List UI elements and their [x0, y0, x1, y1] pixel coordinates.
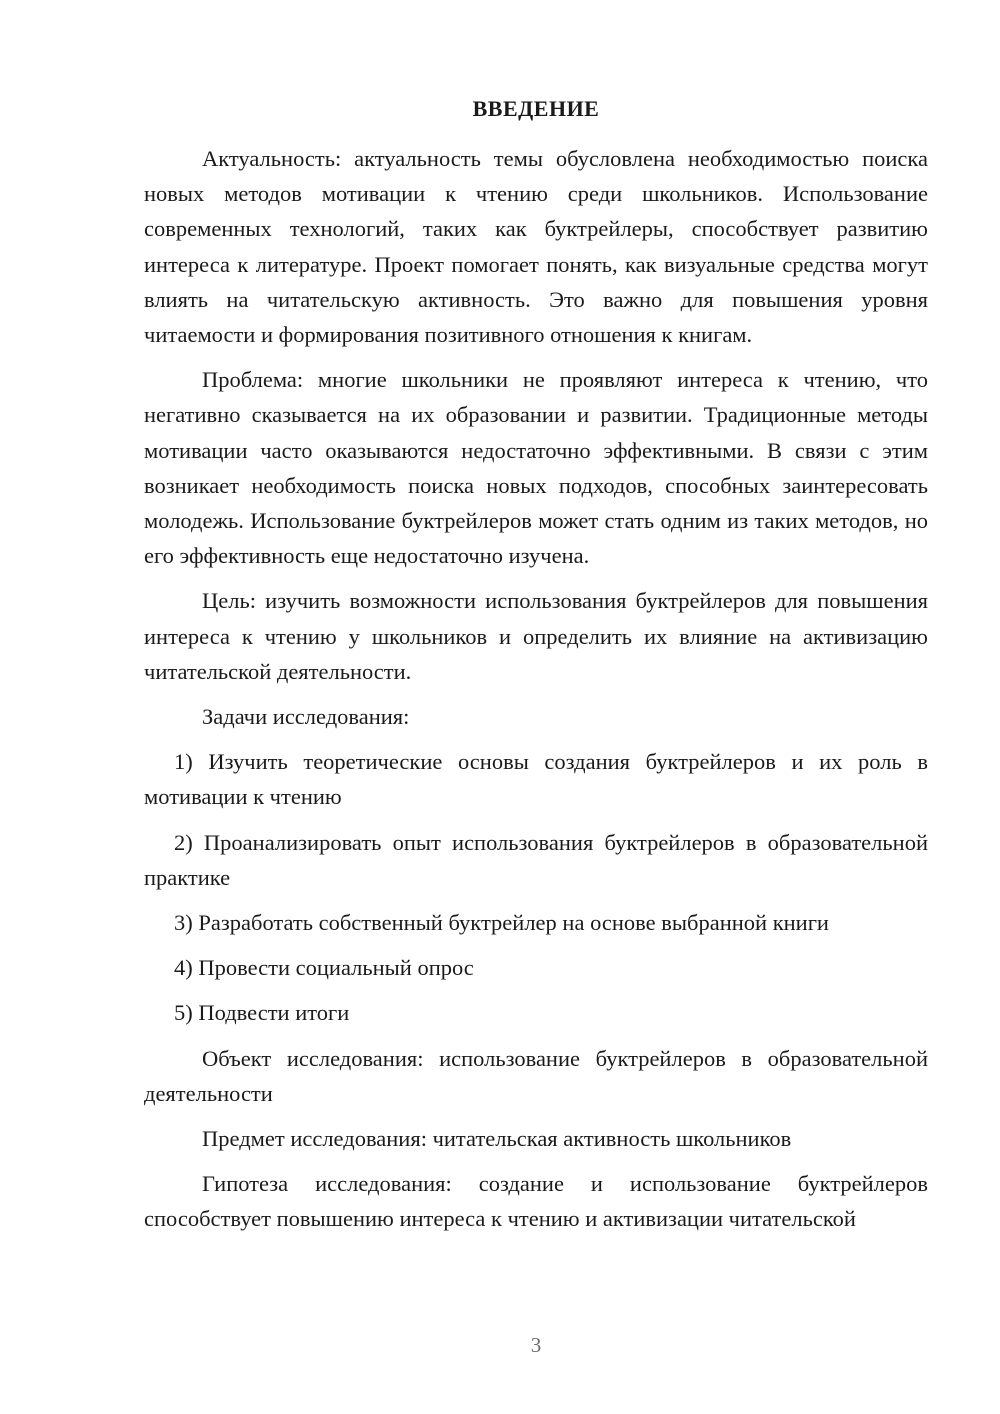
paragraph-problem: Проблема: многие школьники не проявляют интереса к чтению, что негативно сказывается на их образовании и развитии. Традиционные методы мотивации часто оказываются недостаточно эффективными. В связи с этим возникает необходимость поиска новых подходов, способных заинтересовать молодежь. Использование буктрейлеров может стать одним из таких методов, но его эффективность еще недостаточно изучена.: [144, 367, 928, 569]
task-item-5: 5) Подвести итоги: [174, 1000, 350, 1026]
task-item-4: 4) Провести социальный опрос: [174, 955, 474, 981]
page-number: 3: [530, 1333, 542, 1357]
task-item-2: 2) Проанализировать опыт использования буктрейлеров в образовательной практике: [144, 829, 928, 890]
paragraph-object: Объект исследования: использование буктрейлеров в образовательной деятельности: [144, 1045, 928, 1106]
paragraph-goal: Цель: изучить возможности использования буктрейлеров для повышения интереса к чтению у школьников и определить их влияние на активизацию читательской деятельности.: [144, 588, 928, 684]
task-item-3: 3) Разработать собственный буктрейлер на основе выбранной книги: [174, 910, 829, 936]
paragraph-hypothesis: Гипотеза исследования: создание и использование буктрейлеров способствует повышению интереса к чтению и активизации читательской: [144, 1171, 928, 1232]
paragraph-relevance: Актуальность: актуальность темы обусловлена необходимостью поиска новых методов мотивации к чтению среди школьников. Использование современных технологий, таких как буктрейлеры, способствует развитию интереса к литературе. Проект помогает понять, как визуальные средства могут влиять на читательскую активность. Это важно для повышения уровня читаемости и формирования позитивного отношения к книгам.: [144, 146, 928, 348]
document-body: [144, 141, 928, 1237]
section-title: ВВЕДЕНИЕ: [472, 96, 600, 121]
task-item-1: 1) Изучить теоретические основы создания буктрейлеров и их роль в мотивации к чтению: [144, 749, 928, 810]
paragraph-subject: Предмет исследования: читательская активность школьников: [202, 1126, 792, 1152]
paragraph-tasks-heading: Задачи исследования:: [202, 704, 410, 730]
